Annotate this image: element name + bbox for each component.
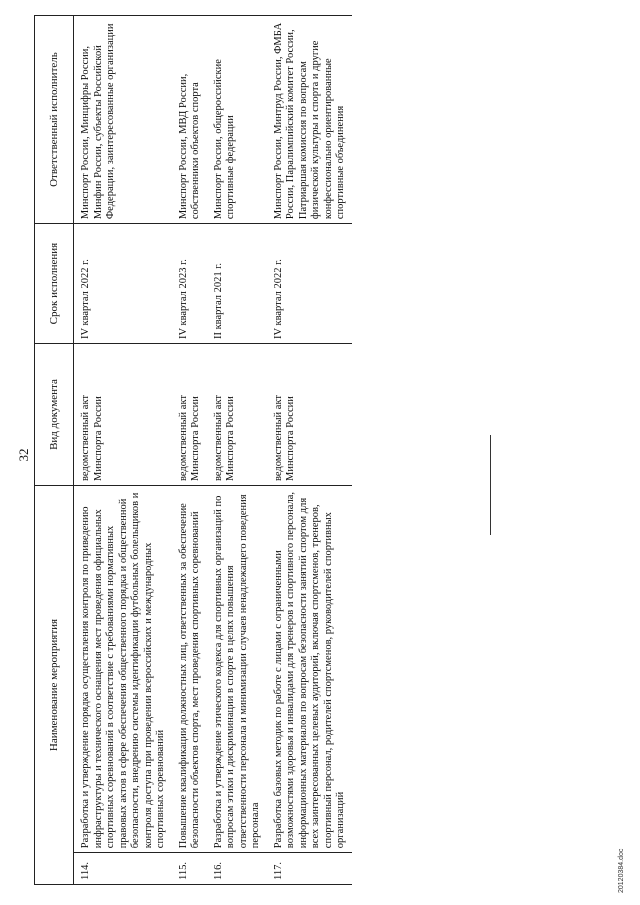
header-deadline: Срок исполнения [35, 224, 74, 344]
row-number: 117. [267, 853, 352, 885]
table-row [267, 16, 352, 885]
deadline: IV квартал 2023 г. [172, 224, 207, 344]
responsible-executor: Минспорт России, общероссийские спортивные федерации [207, 16, 267, 224]
table-row [74, 16, 172, 885]
deadline: IV квартал 2022 г. [267, 224, 352, 344]
table-row [207, 16, 267, 885]
page-number: 32 [16, 448, 31, 462]
row-number: 116. [207, 853, 267, 885]
measure-name: Повышение квалификации должностных лиц, ответственных за обеспечение безопасности объектов спорта, мест проведения спортивных соревнований [172, 486, 207, 853]
measure-name: Разработка и утверждение порядка осуществления контроля по приведению инфраструктуры и технического оснащения мест проведения официальных спортивных соревнований в соответствие с требованиями нормативных правовых актов в сфере обеспечения общественного порядка и общественной безопасности, внедрению системы идентификации футбольных болельщиков и контроля доступа при проведении всероссийских и международных спортивных соревнований [74, 486, 172, 853]
measure-name: Разработка и утверждение этического кодекса для спортивных организаций по вопросам этики и дискриминации в спорте в целях повышения ответственности персонала и минимизации случаев ненадлежащего поведения персонала [207, 486, 267, 853]
responsible-executor: Минспорт России, Минтруд России, ФМБА России, Паралимпийский комитет России, Патриаршая комиссия по вопросам физической культуры и спорта и другие конфессионально ориентированные спортивные объединения [267, 16, 352, 224]
row-number: 115. [172, 853, 207, 885]
responsible-executor: Минспорт России, Минцифры России, Минфин России, субъекты Российской Федерации, заинтересованные организации [74, 16, 172, 224]
header-name: Наименование мероприятия [35, 486, 74, 885]
deadline: II квартал 2021 г. [207, 224, 267, 344]
measure-name: Разработка базовых методик по работе с лицами с ограниченными возможностями здоровья и инвалидами для тренеров и спортивного персонала, информационных материалов по вопросам безопасности занятий спортом для всех заинтересованных целевых аудиторий, включая спортсменов, тренеров, спортивный персонал, родителей спортсменов, руководителей спортивных организаций [267, 486, 352, 853]
rotated-page-content [10, 10, 630, 895]
document-kind: ведомственный акт Минспорта России [74, 344, 172, 486]
measures-table [34, 15, 352, 885]
file-identifier: 20120384.doc [618, 848, 625, 893]
document-kind: ведомственный акт Минспорта России [207, 344, 267, 486]
table-row [172, 16, 207, 885]
responsible-executor: Минспорт России, МВД России, собственники объектов спорта [172, 16, 207, 224]
document-kind: ведомственный акт Минспорта России [172, 344, 207, 486]
header-executor: Ответственный исполнитель [35, 16, 74, 224]
footnote-separator [490, 435, 491, 535]
document-kind: ведомственный акт Минспорта России [267, 344, 352, 486]
deadline: IV квартал 2022 г. [74, 224, 172, 344]
table-header-row [35, 16, 74, 885]
header-document-kind: Вид документа [35, 344, 74, 486]
row-number: 114. [74, 853, 172, 885]
